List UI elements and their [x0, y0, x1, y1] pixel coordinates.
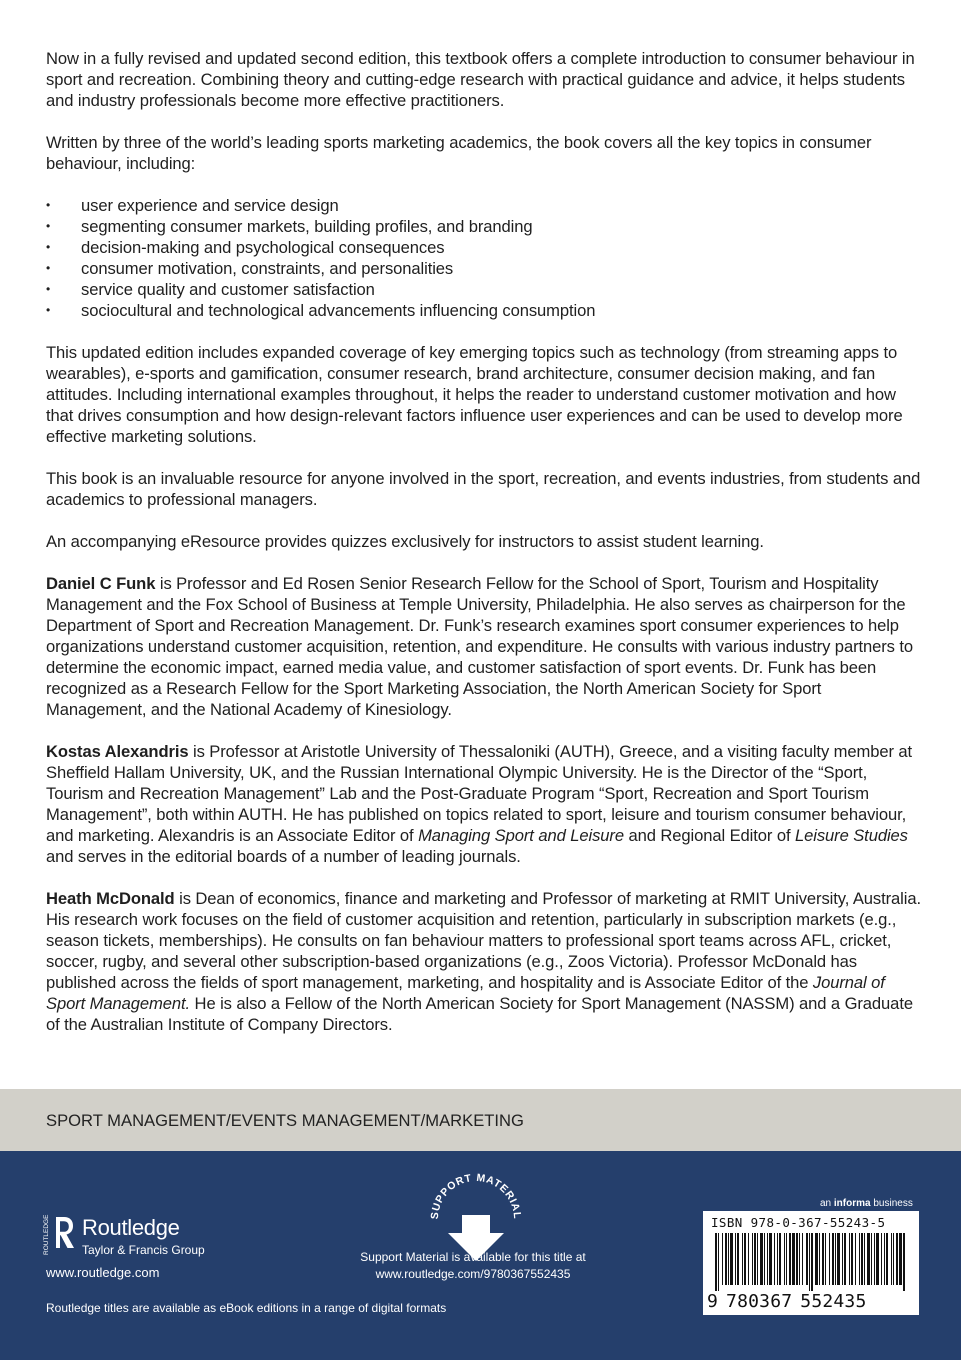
author-bio-text: is Professor at Aristotle University of Thessaloniki (AUTH), Greece, and a visiting faculty member at Sheffield Hallam University, UK, and the Russian International Olympic University. He is the Director of the “Sport, Tourism and Recreation Management” Lab and the Post-Graduate Program “Sport, Recreation and Sport Tourism Management”, both within AUTH. He has published on topics related to sport, leisure and tourism consumer behaviour, and marketing. Alexandris is an Associate Editor of: [46, 742, 913, 845]
barcode-bar: [718, 1233, 719, 1291]
list-item: • decision-making and psychological consequences: [46, 237, 922, 258]
barcode-bar: [764, 1233, 765, 1285]
author-bio-text: and Regional Editor of: [623, 826, 795, 845]
informa-brand: informa: [833, 1198, 871, 1209]
barcode-bar: [774, 1233, 775, 1285]
back-cover-text: [46, 48, 922, 1056]
topics-list: [46, 195, 922, 321]
barcode-bar: [728, 1233, 729, 1285]
list-item: • consumer motivation, constraints, and personalities: [46, 258, 922, 279]
journal-title: Journal of Sport Management.: [46, 973, 885, 1013]
barcode-bar: [874, 1233, 875, 1285]
barcode-bar: [867, 1233, 870, 1285]
author-bio-text: is Professor and Ed Rosen Senior Research Fellow for the School of Sport, Tourism and Hospitality Management and the Fox School of Business at Temple University, Philadelphia. He also serves as chairperson for the Department of Sport and Recreation Management. Dr. Funk’s research examines sport consumer experiences to help organizations understand customer acquisition, retention, and expenditure. He consults with various industry partners to determine the economic impact, earned media value, and customer satisfaction of sport events. Dr. Funk has been recognized as a Research Fellow for the Sport Marketing Association, the North American Society for Sport Management, and the National Academy of Kinesiology.: [46, 574, 914, 719]
barcode-bar: [748, 1233, 749, 1285]
list-item: • segmenting consumer markets, building profiles, and branding: [46, 216, 922, 237]
barcode-bar: [725, 1233, 727, 1285]
barcode-bar: [896, 1233, 898, 1285]
barcode-bar: [842, 1233, 843, 1285]
author-bio-text: He is also a Fellow of the North American Society for Sport Management (NASSM) and a Graduate of the Australian Institute of Company Directors.: [46, 994, 913, 1034]
barcode-bar: [815, 1233, 818, 1285]
barcode-bar: [742, 1233, 743, 1285]
barcode-bar: [859, 1233, 860, 1285]
support-url[interactable]: www.routledge.com/9780367552435: [375, 1267, 571, 1281]
journal-title: Managing Sport and Leisure: [418, 826, 624, 845]
routledge-mark-icon: [44, 1213, 78, 1259]
barcode-bar: [757, 1233, 758, 1285]
author-name: Kostas Alexandris: [46, 742, 189, 761]
barcode-bar: [786, 1233, 787, 1285]
barcode-bar: [835, 1233, 836, 1285]
ebook-note: Routledge titles are available as eBook editions in a range of digital formats: [46, 1301, 447, 1315]
intro-paragraph: Now in a fully revised and updated second edition, this textbook offers a complete introduction to consumer behaviour in sport and recreation. Combining theory and cutting-edge research with practical guidance and advice, it helps students and industry professionals become more effective practitioners.: [46, 49, 915, 110]
support-material-badge-text: SUPPORT MATERIAL: [428, 1173, 524, 1220]
author-bio-funk: [46, 573, 922, 720]
barcode-bar: [802, 1233, 803, 1285]
subject-band: [0, 1089, 961, 1151]
barcode-bar: [735, 1233, 736, 1285]
list-item: • user experience and service design: [46, 195, 922, 216]
barcode-bar: [792, 1233, 795, 1285]
barcode-bar: [777, 1233, 778, 1285]
barcode-bar: [730, 1233, 733, 1285]
barcode-bar: [754, 1233, 756, 1285]
author-bio-mcdonald: [46, 888, 922, 1035]
barcode-bar: [884, 1233, 885, 1285]
barcode-bar: [722, 1233, 723, 1285]
barcode-bar: [809, 1233, 810, 1291]
barcode-bar: [822, 1233, 824, 1285]
subject-category: SPORT MANAGEMENT/EVENTS MANAGEMENT/MARKETING: [46, 1111, 524, 1130]
barcode-bar: [893, 1233, 894, 1285]
routledge-logo: [44, 1213, 224, 1259]
isbn-digits: [707, 1291, 867, 1312]
barcode-bar: [903, 1233, 905, 1291]
barcode-bar: [811, 1233, 813, 1291]
barcode-digits-left: 780367: [726, 1291, 793, 1312]
barcode-bar: [819, 1233, 820, 1285]
updated-edition-paragraph: This updated edition includes expanded coverage of key emerging topics such as technology (from streaming apps to wearables), e-sports and gamification, consumer research, brand architecture, consumer decision making, and fan attitudes. Including international examples throughout, it helps the reader to understand customer motivation and how that drives consumption and how design-relevant factors influence user experiences and can be used to develop more effective marketing solutions.: [46, 343, 903, 446]
barcode-bar: [891, 1233, 892, 1285]
barcode-bar: [837, 1233, 840, 1285]
author-name: Daniel C Funk: [46, 574, 156, 593]
journal-title: Leisure Studies: [794, 826, 908, 845]
informa-suffix: business: [870, 1198, 913, 1209]
routledge-vertical-text: ROUTLEDGE: [43, 1214, 50, 1255]
barcode-bar: [849, 1233, 850, 1285]
publisher-footer: [0, 1151, 961, 1360]
barcode-bar: [760, 1233, 763, 1285]
barcode-bar: [767, 1233, 768, 1285]
barcode-bar: [864, 1233, 865, 1285]
list-item: • service quality and customer satisfaction: [46, 279, 922, 300]
barcode-bar: [769, 1233, 772, 1285]
support-material-note: [340, 1249, 606, 1283]
support-line: Support Material is available for this title at: [360, 1250, 586, 1264]
author-bio-alexandris: [46, 741, 922, 867]
barcode-bar: [855, 1233, 856, 1285]
isbn-label: ISBN 978-0-367-55243-5: [711, 1215, 886, 1230]
publisher-website[interactable]: www.routledge.com: [46, 1265, 160, 1280]
barcode-bar: [899, 1233, 902, 1285]
barcode-bar: [796, 1233, 798, 1285]
barcode-bar: [806, 1233, 808, 1285]
informa-tagline: [820, 1198, 913, 1209]
barcode-bar: [752, 1233, 753, 1285]
author-name: Heath McDonald: [46, 889, 175, 908]
barcode-bar: [737, 1233, 739, 1285]
eresource-paragraph: An accompanying eResource provides quizzes exclusively for instructors to assist student learning.: [46, 532, 764, 551]
barcode-bar: [779, 1233, 781, 1285]
barcode: [703, 1211, 919, 1315]
barcode-bars: [713, 1233, 909, 1291]
barcode-bar: [876, 1233, 879, 1285]
barcode-bar: [881, 1233, 882, 1285]
barcode-bar: [832, 1233, 834, 1285]
informa-prefix: an: [820, 1198, 834, 1209]
barcode-bar: [886, 1233, 888, 1285]
barcode-bar: [871, 1233, 872, 1285]
resource-paragraph: This book is an invaluable resource for anyone involved in the sport, recreation, and events industries, from students and academics to professional managers.: [46, 469, 921, 509]
barcode-bar: [861, 1233, 863, 1285]
barcode-bar: [799, 1233, 800, 1285]
publisher-name: Routledge: [82, 1215, 180, 1240]
topics-lead: Written by three of the world’s leading sports marketing academics, the book covers all the key topics in consumer behaviour, including:: [46, 133, 872, 173]
barcode-bar: [784, 1233, 785, 1285]
author-bio-text: is Dean of economics, finance and marketing and Professor of marketing at RMIT University, Australia. His research work focuses on the field of customer acquisition and retention, particularly in subscription markets (e.g., season tickets, memberships). He consults on fan behaviour matters to professional sport teams across AFL, cricket, soccer, rugby, and several other subscription-based organizations (e.g., Zoos Victoria). Professor McDonald has published across the fields of sport management, marketing, and hospitality and is Associate Editor of the: [46, 889, 921, 992]
barcode-digits-right: 552435: [800, 1291, 867, 1312]
author-bio-text: and serves in the editorial boards of a number of leading journals.: [46, 847, 521, 866]
barcode-bar: [851, 1233, 853, 1285]
barcode-bar: [744, 1233, 746, 1285]
barcode-bar: [715, 1233, 717, 1291]
barcode-bar: [825, 1233, 826, 1285]
publisher-group: Taylor & Francis Group: [82, 1243, 205, 1257]
barcode-bar: [844, 1233, 846, 1285]
barcode-digit-prefix: 9: [707, 1291, 719, 1312]
barcode-bar: [789, 1233, 791, 1285]
barcode-bar: [829, 1233, 830, 1285]
svg-text:SUPPORT MATERIAL: [429, 1173, 523, 1220]
list-item: • sociocultural and technological advancements influencing consumption: [46, 300, 922, 321]
